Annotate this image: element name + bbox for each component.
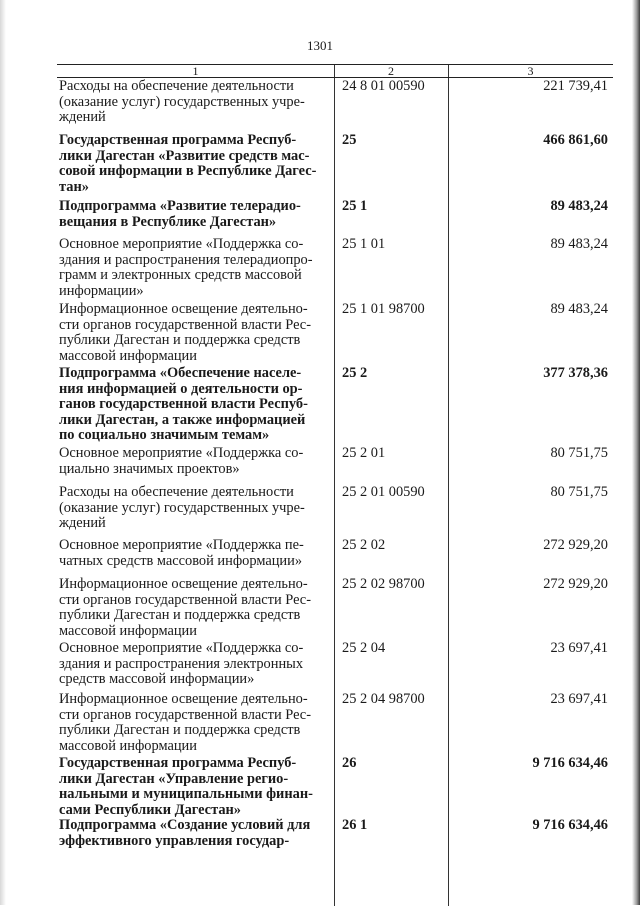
row-name-line: Расходы на обеспечение деятельности [59, 484, 294, 500]
row-name-line: сами Республики Дагестан» [59, 801, 241, 818]
row-code: 26 [342, 755, 357, 771]
row-name-line: лики Дагестан «Развитие средств мас- [59, 147, 310, 164]
row-name-line: здания и распространения телерадиопро- [59, 251, 313, 268]
row-name-line: Информационное освещение деятельно- [59, 301, 308, 317]
row-sum: 272 929,20 [543, 576, 608, 592]
row-name-line: Государственная программа Респуб- [59, 755, 297, 771]
row-name-line: Подпрограмма «Развитие телерадио- [59, 198, 301, 214]
row-name-line: (оказание услуг) государственных учре- [59, 93, 305, 110]
row-name [59, 237, 327, 299]
row-name [59, 446, 327, 477]
row-name-line: эффективного управления государ- [59, 832, 290, 849]
row-code: 25 2 01 [342, 445, 386, 461]
row-code: 25 1 01 [342, 236, 386, 252]
header-col-2: 2 [388, 64, 394, 78]
row-sum: 9 716 634,46 [532, 817, 608, 833]
row-name [59, 366, 327, 444]
row-name-line: Расходы на обеспечение деятельности [59, 78, 294, 94]
header-col-1: 1 [192, 64, 199, 78]
row-name [59, 79, 327, 126]
row-sum: 466 861,60 [543, 132, 608, 148]
page-number: 1301 [307, 38, 333, 53]
row-name [59, 577, 327, 639]
row-name [59, 692, 327, 754]
row-name-line: публики Дагестан и поддержка средств [59, 332, 301, 349]
row-name [59, 199, 327, 230]
row-name-line: Информационное освещение деятельно- [59, 691, 308, 707]
row-name-line: тан» [59, 178, 89, 195]
table-header [57, 65, 613, 78]
row-name-line: ждений [59, 109, 106, 126]
row-name-line: ждений [59, 515, 106, 532]
row-name-line: лики Дагестан «Управление регио- [59, 770, 289, 787]
row-name-line: сти органов государственной власти Рес- [59, 591, 311, 608]
row-name-line: (оказание услуг) государственных учре- [59, 499, 305, 516]
row-code: 25 2 01 00590 [342, 484, 425, 500]
row-name-line: по социально значимым темам» [59, 427, 270, 444]
row-name-line: совой информации в Республике Дагес- [59, 163, 317, 180]
row-name-line: публики Дагестан и поддержка средств [59, 722, 301, 739]
row-name-line: сти органов государственной власти Рес- [59, 706, 311, 723]
row-name-line: циально значимых проектов» [59, 460, 240, 477]
column-divider-1 [334, 65, 335, 906]
row-name-line: нальными и муниципальными финан- [59, 786, 313, 803]
row-name-line: Информационное освещение деятельно- [59, 576, 308, 592]
row-name-line: Основное мероприятие «Поддержка со- [59, 236, 304, 252]
budget-table [57, 64, 613, 906]
header-col-3: 3 [527, 64, 534, 78]
row-name [59, 756, 327, 818]
row-sum: 89 483,24 [550, 236, 608, 252]
row-name-line: ганов государственной власти Респуб- [59, 396, 308, 413]
row-name [59, 641, 327, 688]
row-name-line: информации» [59, 282, 144, 299]
row-code: 26 1 [342, 817, 368, 833]
row-name-line: массовой информации [59, 622, 197, 639]
row-name-line: грамм и электронных средств массовой [59, 267, 302, 284]
row-name-line: ния информацией о деятельности ор- [59, 380, 303, 397]
scan-shadow-left [0, 0, 6, 905]
row-code: 24 8 01 00590 [342, 78, 425, 94]
row-name [59, 302, 327, 364]
row-name-line: сти органов государственной власти Рес- [59, 316, 311, 333]
row-name-line: лики Дагестан, а также информацией [59, 411, 306, 428]
row-name [59, 133, 327, 195]
row-code: 25 1 01 98700 [342, 301, 425, 317]
row-code: 25 2 04 [342, 640, 386, 656]
row-sum: 23 697,41 [550, 640, 608, 656]
row-name-line: массовой информации [59, 737, 197, 754]
row-sum: 89 483,24 [550, 301, 608, 317]
row-name-line: Основное мероприятие «Поддержка со- [59, 640, 304, 656]
row-name [59, 485, 327, 532]
row-name-line: чатных средств массовой информации» [59, 552, 303, 569]
row-name [59, 818, 327, 849]
row-sum: 272 929,20 [543, 537, 608, 553]
row-sum: 221 739,41 [543, 78, 608, 94]
row-name-line: Основное мероприятие «Поддержка пе- [59, 537, 304, 553]
row-sum: 89 483,24 [550, 198, 608, 214]
row-code: 25 2 02 98700 [342, 576, 425, 592]
row-sum: 9 716 634,46 [532, 755, 608, 771]
row-code: 25 2 04 98700 [342, 691, 425, 707]
row-code: 25 [342, 132, 357, 148]
row-code: 25 1 [342, 198, 368, 214]
row-sum: 80 751,75 [550, 445, 608, 461]
row-name-line: Основное мероприятие «Поддержка со- [59, 445, 304, 461]
scan-shadow-right [632, 0, 640, 905]
row-name-line: средств массовой информации» [59, 671, 255, 688]
row-name-line: публики Дагестан и поддержка средств [59, 607, 301, 624]
row-name-line: Подпрограмма «Создание условий для [59, 817, 311, 833]
row-sum: 23 697,41 [550, 691, 608, 707]
row-name-line: Государственная программа Респуб- [59, 132, 297, 148]
row-name-line: массовой информации [59, 347, 197, 364]
row-name-line: Подпрограмма «Обеспечение населе- [59, 365, 302, 381]
row-name-line: здания и распространения электронных [59, 655, 304, 672]
row-code: 25 2 [342, 365, 368, 381]
row-name-line: вещания в Республике Дагестан» [59, 213, 277, 230]
row-sum: 80 751,75 [550, 484, 608, 500]
row-name [59, 538, 327, 569]
row-code: 25 2 02 [342, 537, 386, 553]
row-sum: 377 378,36 [543, 365, 608, 381]
